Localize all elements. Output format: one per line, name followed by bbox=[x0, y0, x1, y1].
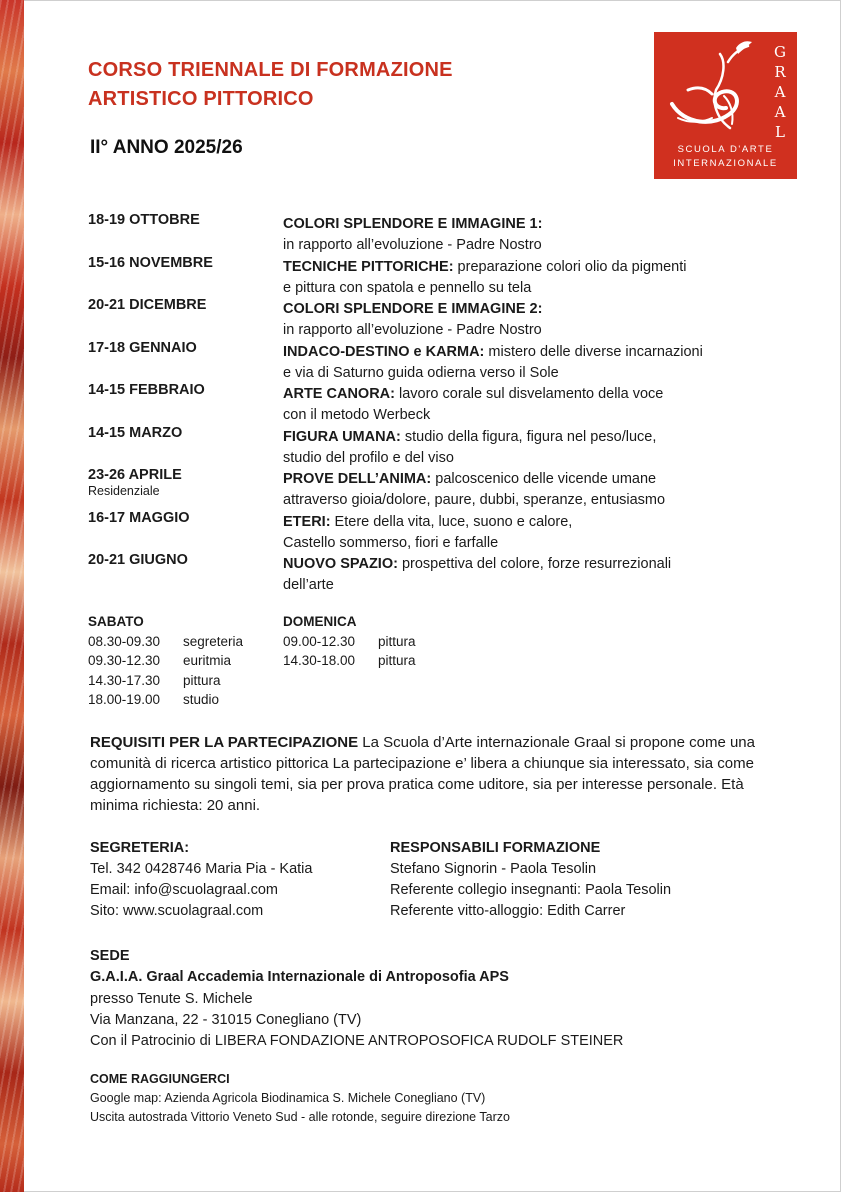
schedule-date: 14-15 MARZO bbox=[88, 424, 183, 441]
schedule-text: preparazione colori olio da pigmenti bbox=[453, 258, 687, 275]
schedule-description bbox=[283, 427, 793, 469]
hours-row bbox=[283, 651, 416, 671]
venue-address: Via Manzana, 22 - 31015 Conegliano (TV) bbox=[90, 1011, 362, 1028]
schedule-topic: PROVE DELL’ANIMA: bbox=[283, 471, 432, 487]
requirements-paragraph bbox=[90, 732, 780, 816]
logo-letter: A bbox=[774, 83, 786, 101]
secretariat-phone: Tel. 342 0428746 Maria Pia - Katia bbox=[90, 861, 313, 877]
title-line-2: ARTISTICO PITTORICO bbox=[88, 88, 314, 110]
schedule-description bbox=[283, 469, 793, 511]
hours-time: 14.30-18.00 bbox=[283, 653, 356, 668]
schedule-date: 20-21 GIUGNO bbox=[88, 552, 188, 568]
schedule-text: palcoscenico delle vicende umane bbox=[431, 471, 657, 487]
schedule-text: e via di Saturno guida odierna verso il Sole bbox=[283, 364, 559, 381]
schedule-description bbox=[283, 257, 793, 299]
venue-heading: SEDE bbox=[90, 948, 130, 964]
schedule-description bbox=[283, 299, 793, 341]
hours-time: 18.00-19.00 bbox=[88, 692, 161, 707]
responsible-line: Referente vitto-alloggio: Edith Carrer bbox=[390, 903, 626, 919]
directions-line: Google map: Azienda Agricola Biodinamica S. Michele Conegliano (TV) bbox=[90, 1091, 486, 1105]
schedule-topic: COLORI SPLENDORE E IMMAGINE 2: bbox=[283, 301, 543, 317]
graal-logo bbox=[654, 32, 797, 179]
page-title bbox=[88, 56, 453, 114]
hours-time: 08.30-09.30 bbox=[88, 633, 161, 649]
schedule-text: prospettiva del colore, forze resurrezionali bbox=[397, 556, 672, 572]
schedule-text: Castello sommerso, fiori e farfalle bbox=[283, 534, 499, 551]
hours-time: 09.30-12.30 bbox=[88, 653, 161, 668]
logo-letter: G bbox=[774, 43, 786, 61]
venue-block bbox=[90, 946, 623, 1052]
schedule-topic: COLORI SPLENDORE E IMMAGINE 1: bbox=[283, 216, 543, 232]
hours-activity: pittura bbox=[183, 672, 221, 688]
logo-line-2: INTERNAZIONALE bbox=[673, 158, 778, 169]
schedule-description bbox=[283, 512, 793, 554]
schedule-text: studio della figura, figura nel peso/luce, bbox=[400, 428, 657, 445]
logo-letter: L bbox=[775, 123, 785, 141]
saturday-hours bbox=[88, 612, 243, 710]
schedule-description bbox=[283, 554, 793, 596]
schedule-date: 15-16 NOVEMBRE bbox=[88, 254, 213, 271]
sunday-hours bbox=[283, 612, 416, 671]
schedule-row bbox=[88, 212, 788, 255]
hours-row bbox=[88, 651, 243, 671]
schedule-topic: INDACO-DESTINO e KARMA: bbox=[283, 343, 485, 360]
saturday-heading: SABATO bbox=[88, 614, 144, 629]
schedule-topic: FIGURA UMANA: bbox=[283, 428, 401, 445]
directions-line: Uscita autostrada Vittorio Veneto Sud - alle rotonde, seguire direzione Tarzo bbox=[90, 1110, 510, 1124]
hours-activity: euritmia bbox=[183, 653, 232, 668]
venue-name: G.A.I.A. Graal Accademia Internazionale di Antroposofia APS bbox=[90, 969, 509, 986]
schedule-topic: ETERI: bbox=[283, 513, 331, 530]
schedule-date-note: Residenziale bbox=[88, 484, 160, 498]
title-line-1: CORSO TRIENNALE DI FORMAZIONE bbox=[88, 59, 453, 81]
logo-letters bbox=[770, 42, 790, 142]
hours-activity: segreteria bbox=[183, 633, 244, 649]
schedule-date: 17-18 GENNAIO bbox=[88, 339, 197, 356]
sunday-heading: DOMENICA bbox=[283, 614, 357, 629]
year-subtitle: II° ANNO 2025/26 bbox=[90, 137, 243, 158]
responsible-heading: RESPONSABILI FORMAZIONE bbox=[390, 840, 601, 856]
schedule-text: in rapporto all’evoluzione - Padre Nostro bbox=[283, 237, 542, 253]
schedule-date: 14-15 FEBBRAIO bbox=[88, 382, 205, 398]
venue-line: presso Tenute S. Michele bbox=[90, 990, 253, 1007]
schedule-row bbox=[88, 552, 788, 595]
logo-line-1: SCUOLA D'ARTE bbox=[677, 144, 774, 155]
schedule-text: dell’arte bbox=[283, 577, 334, 593]
hours-activity: studio bbox=[183, 692, 220, 707]
hours-row bbox=[88, 690, 243, 710]
schedule-date: 18-19 OTTOBRE bbox=[88, 212, 200, 228]
directions-block bbox=[90, 1070, 510, 1127]
hours-row bbox=[88, 671, 243, 691]
schedule-text: attraverso gioia/dolore, paure, dubbi, speranze, entusiasmo bbox=[283, 492, 666, 508]
schedule-list bbox=[88, 212, 788, 595]
schedule-text: con il metodo Werbeck bbox=[283, 407, 431, 423]
secretariat-email[interactable]: Email: info@scuolagraal.com bbox=[90, 882, 278, 898]
schedule-topic: NUOVO SPAZIO: bbox=[283, 556, 398, 572]
venue-patronage: Con il Patrocinio di LIBERA FONDAZIONE ANTROPOSOFICA RUDOLF STEINER bbox=[90, 1033, 624, 1050]
responsible-block bbox=[390, 838, 671, 922]
requirements-text: La Scuola d’Arte internazionale Graal si propone come una comunità di ricerca artistico pittorica La partecipazione e’ libera a chiunque sia interessato, sia come aggiornamento su singoli temi, sia per prova pratica come uditore, sia per interesse personale. Età minima richiesta: 20 anni. bbox=[90, 734, 755, 814]
schedule-topic: ARTE CANORA: bbox=[283, 386, 395, 402]
schedule-description bbox=[283, 342, 793, 384]
schedule-date: 20-21 DICEMBRE bbox=[88, 297, 207, 313]
schedule-row bbox=[88, 510, 788, 553]
hours-row bbox=[88, 632, 243, 652]
schedule-row bbox=[88, 255, 788, 298]
secretariat-block bbox=[90, 838, 312, 922]
schedule-row bbox=[88, 382, 788, 425]
logo-letter: R bbox=[774, 63, 786, 81]
schedule-description bbox=[283, 214, 793, 256]
requirements-heading: REQUISITI PER LA PARTECIPAZIONE bbox=[90, 734, 359, 751]
schedule-date: 23-26 APRILE bbox=[88, 467, 182, 483]
schedule-text: Etere della vita, luce, suono e calore, bbox=[330, 513, 573, 530]
hours-time: 09.00-12.30 bbox=[283, 633, 356, 649]
schedule-row bbox=[88, 467, 788, 510]
decorative-painting-strip bbox=[0, 0, 24, 1192]
hours-row bbox=[283, 632, 416, 652]
schedule-topic: TECNICHE PITTORICHE: bbox=[283, 258, 454, 275]
secretariat-heading: SEGRETERIA: bbox=[90, 840, 190, 856]
hours-activity: pittura bbox=[378, 653, 416, 668]
schedule-text: in rapporto all’evoluzione - Padre Nostro bbox=[283, 322, 542, 338]
secretariat-website[interactable]: Sito: www.scuolagraal.com bbox=[90, 903, 264, 919]
responsible-line: Stefano Signorin - Paola Tesolin bbox=[390, 861, 597, 877]
schedule-text: studio del profilo e del viso bbox=[283, 449, 454, 466]
schedule-date: 16-17 MAGGIO bbox=[88, 509, 190, 526]
directions-heading: COME RAGGIUNGERCI bbox=[90, 1072, 230, 1086]
hours-activity: pittura bbox=[378, 633, 416, 649]
schedule-text: e pittura con spatola e pennello su tela bbox=[283, 279, 532, 296]
logo-letter: A bbox=[774, 103, 786, 121]
schedule-description bbox=[283, 384, 793, 426]
schedule-row bbox=[88, 425, 788, 468]
schedule-row bbox=[88, 340, 788, 383]
schedule-row bbox=[88, 297, 788, 340]
responsible-line: Referente collegio insegnanti: Paola Tesolin bbox=[390, 882, 672, 898]
schedule-text: lavoro corale sul disvelamento della voce bbox=[394, 386, 664, 402]
schedule-text: mistero delle diverse incarnazioni bbox=[484, 343, 703, 360]
hours-time: 14.30-17.30 bbox=[88, 672, 161, 688]
